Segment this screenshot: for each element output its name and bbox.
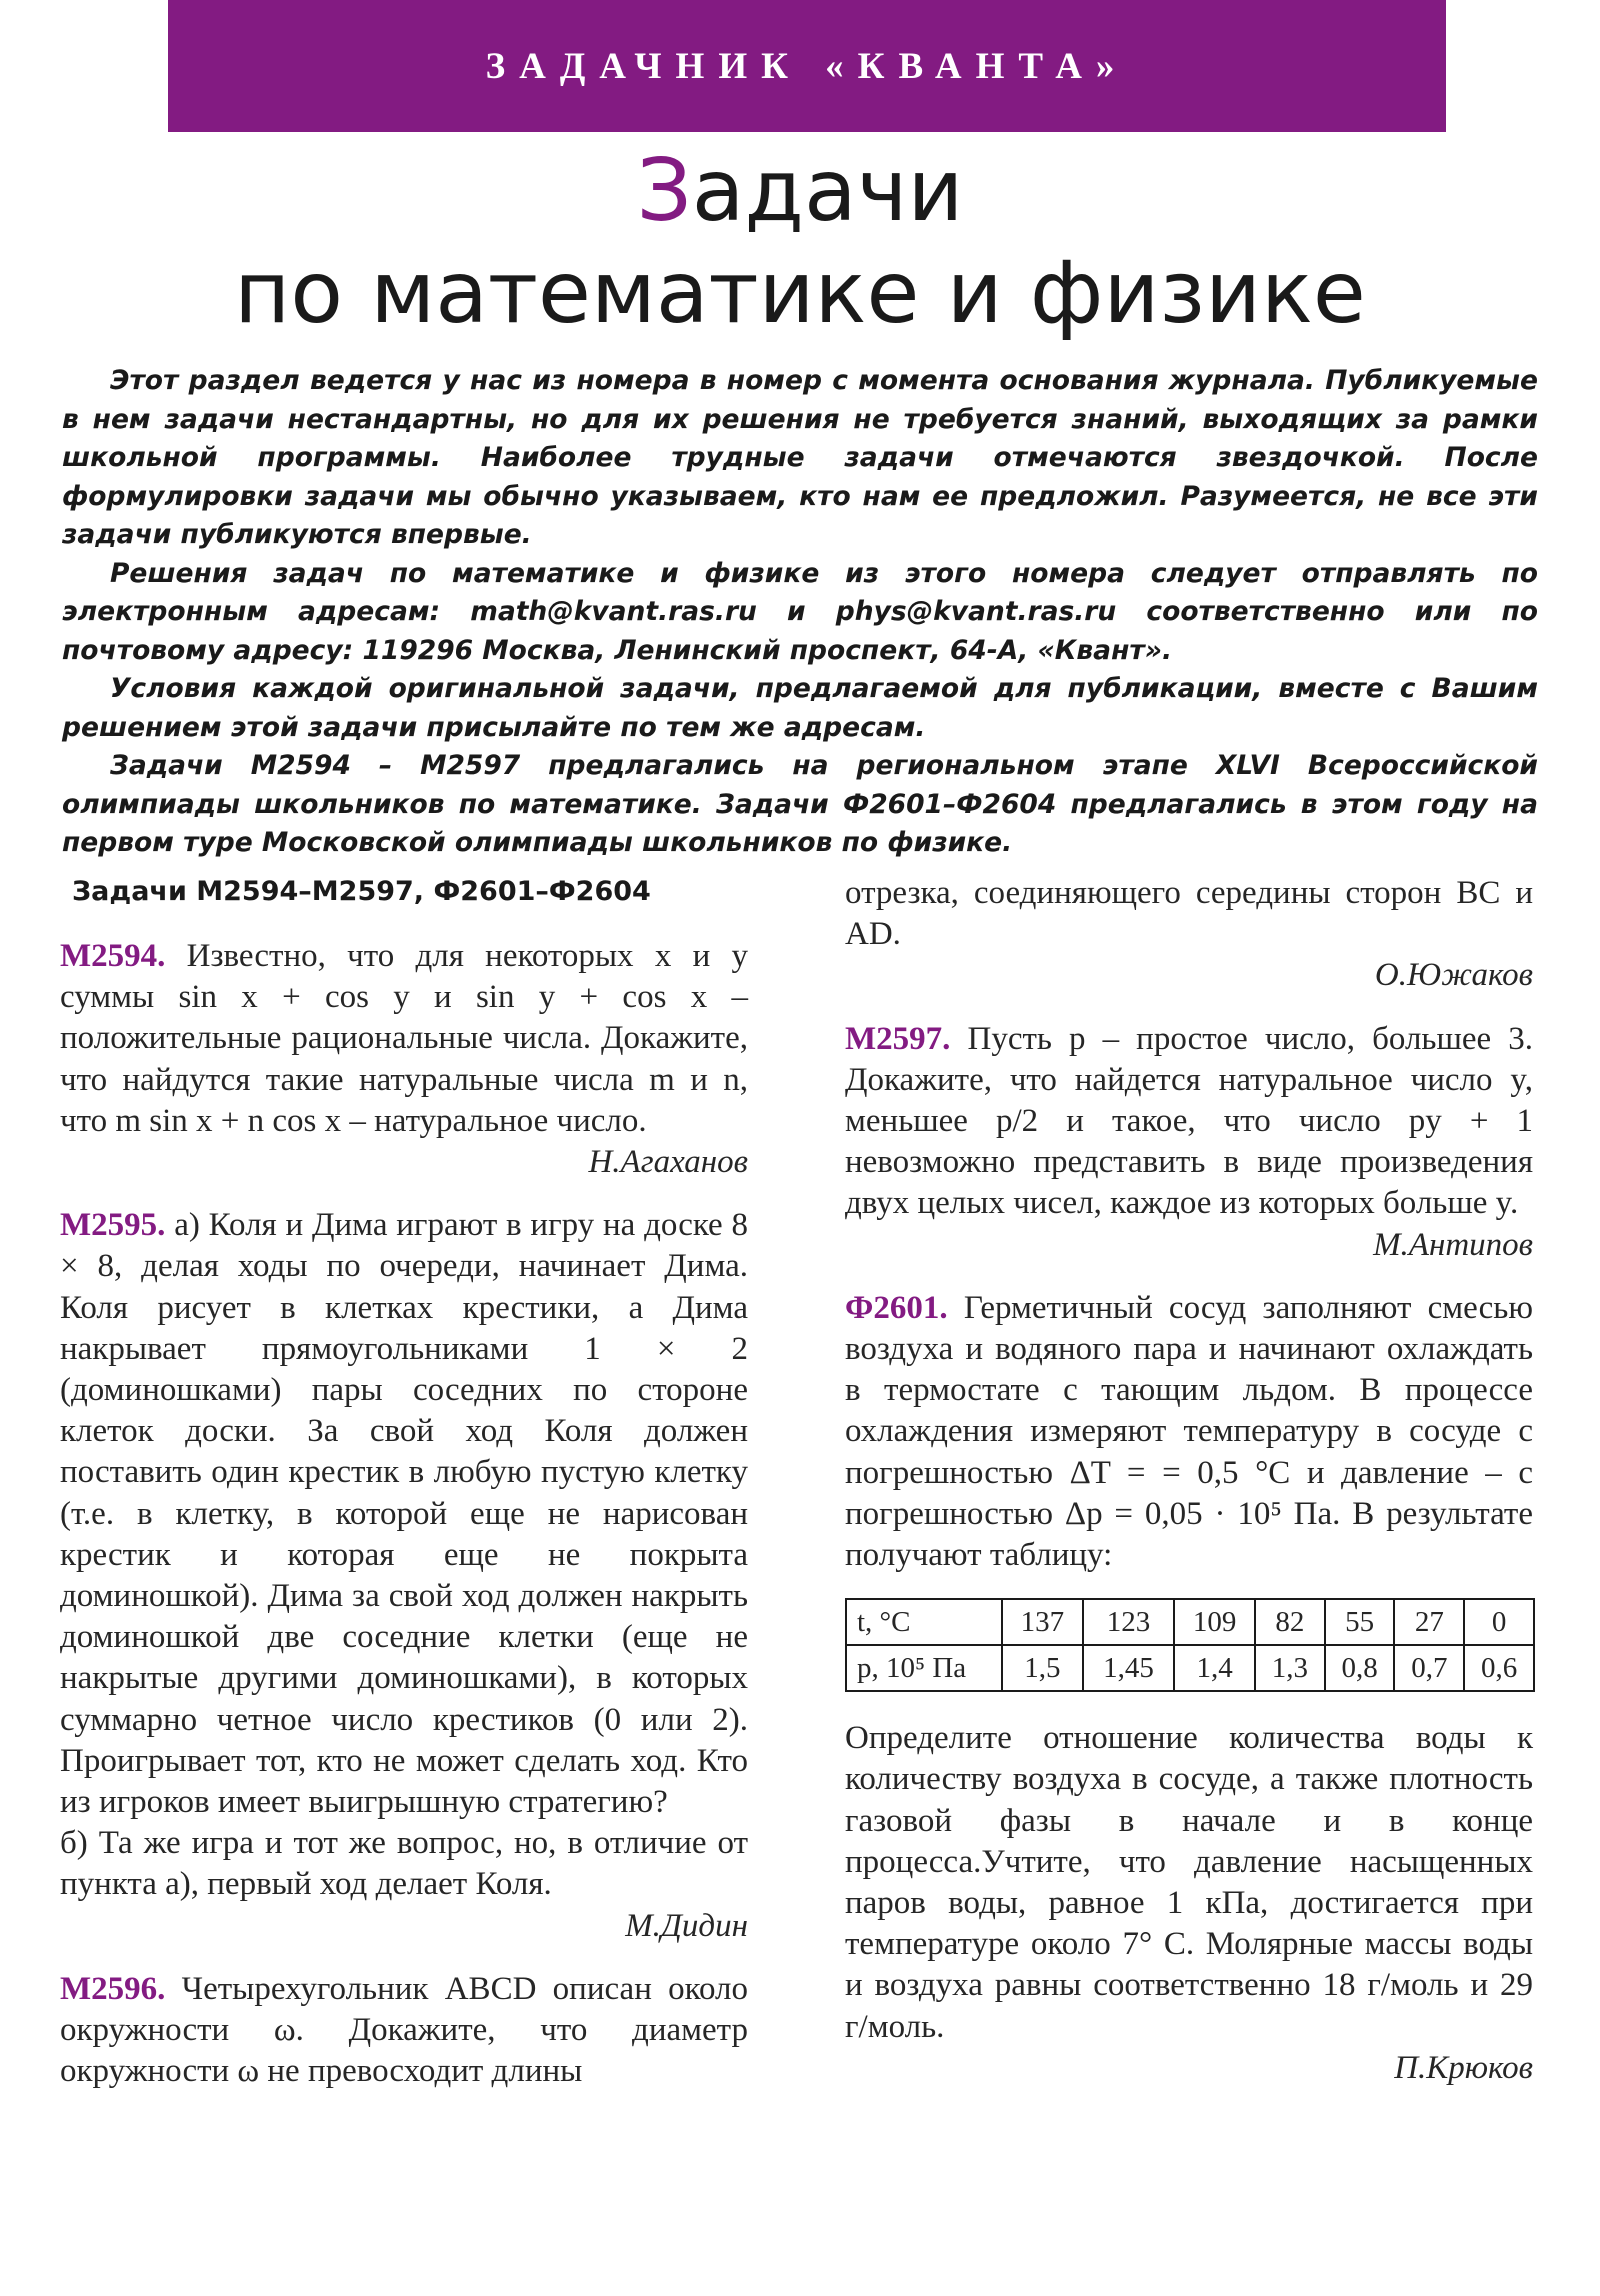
right-column	[845, 873, 1533, 2111]
problem-text: Известно, что для некоторых x и y суммы sin x + cos y и sin y + cos x – положительные рациональные числа. Докажите, что найдутся такие натуральные числа m и n, что m sin x + n cos x – натуральное число.	[60, 938, 748, 1139]
problem-author: М.Антипов	[1373, 1226, 1533, 1263]
section-heading: Задачи М2594–М2597, Ф2601–Ф2604	[72, 876, 651, 907]
measurement-table	[845, 1598, 1535, 1692]
problem-text-a: а) Коля и Дима играют в игру на доске 8 × 8, делая ходы по очереди, начинает Дима. Коля рисует в клетках крестики, а Дима накрывает прямоугольниками 1 × 2 (доминошками) пары соседних по стороне клеток доски. За свой ход Коля должен поставить один крестик в любую пустую клетку (т.е. в клетку, в которой еще не нарисован крестик и которая еще не покрыта доминошкой). Дима за свой ход должен накрыть доминошкой две соседние клетки (еще не накрытые другими доминошками), в которых суммарно четное число крестиков (0 или 2). Проигрывает тот, кто не может сделать ход. Кто из игроков имеет выигрышную стратегию?	[60, 1207, 749, 1821]
table-cell: 137	[1002, 1599, 1083, 1645]
intro-paragraph: Задачи М2594 – М2597 предлагались на региональном этапе XLVI Всероссийской олимпиады школьников по математике. Задачи Ф2601–Ф2604 предлагались в этом году на первом туре Московской олимпиады школьников по физике.	[62, 750, 1538, 858]
problem-text: Пусть p – простое число, большее 3. Докажите, что найдется натуральное число y, меньшее p/2 и такое, что число py + 1 невозможно представить в виде произведения двух целых чисел, каждое из которых больше y.	[845, 1020, 1533, 1222]
table-cell: 0	[1464, 1599, 1534, 1645]
page-title	[0, 140, 1600, 344]
title-line2: по математике и физике	[234, 243, 1366, 343]
problem-id: М2597.	[845, 1020, 951, 1057]
problem-text: Четырехугольник ABCD описан около окружности ω. Докажите, что диаметр окружности ω не превосходит длины	[60, 1970, 748, 2090]
table-cell: 27	[1394, 1599, 1464, 1645]
table-cell: 0,7	[1394, 1645, 1464, 1691]
problem-m2596-part1	[60, 1969, 748, 2093]
intro-text	[62, 362, 1538, 863]
table-cell: 0,8	[1325, 1645, 1395, 1691]
problem-m2594	[60, 936, 748, 1183]
table-cell: 123	[1083, 1599, 1175, 1645]
table-cell: 1,4	[1174, 1645, 1255, 1691]
title-first-letter: З	[636, 141, 692, 241]
intro-paragraph: Этот раздел ведется у нас из номера в номер с момента основания журнала. Публикуемые в нем задачи нестандартны, но для их решения не требуется знаний, выходящих за рамки школьной программы. Наиболее трудные задачи отмечаются звездочкой. После формулировки задачи мы обычно указываем, кто нам ее предложил. Разумеется, не все эти задачи публикуются впервые.	[62, 365, 1538, 550]
problem-text-continued: отрезка, соединяющего середины сторон BC и AD.	[845, 875, 1533, 953]
table-cell: 1,5	[1002, 1645, 1083, 1691]
table-row-label: t, °C	[846, 1599, 1002, 1645]
problem-author: М.Дидин	[625, 1907, 748, 1944]
problem-id: Ф2601.	[845, 1289, 948, 1326]
problem-text: Герметичный сосуд заполняют смесью воздуха и водяного пара и начинают охлаждать в термостате с тающим льдом. В процессе охлаждения измеряют температуру в сосуде с погрешностью ΔT = = 0,5 °C и давление – с погрешностью Δp = 0,05 · 10⁵ Па. В результате получают таблицу:	[845, 1289, 1534, 1574]
problem-id: М2594.	[60, 938, 166, 974]
table-row-temperature	[846, 1599, 1534, 1645]
table-cell: 55	[1325, 1599, 1395, 1645]
problem-text-b: б) Та же игра и тот же вопрос, но, в отличие от пункта а), первый ход делает Коля.	[60, 1825, 748, 1903]
problem-author: Н.Агаханов	[588, 1144, 748, 1181]
section-banner: ЗАДАЧНИК «КВАНТА»	[168, 0, 1446, 132]
table-cell: 109	[1174, 1599, 1255, 1645]
table-row-pressure	[846, 1645, 1534, 1691]
table-cell: 0,6	[1464, 1645, 1534, 1691]
intro-paragraph: Условия каждой оригинальной задачи, предлагаемой для публикации, вместе с Вашим решением этой задачи присылайте по тем же адресам.	[62, 673, 1538, 743]
problem-id: М2595.	[60, 1207, 166, 1244]
title-line1-rest: адачи	[691, 141, 964, 241]
problem-m2596-part2	[845, 873, 1533, 997]
table-cell: 1,3	[1255, 1645, 1325, 1691]
problem-m2595	[60, 1205, 748, 1947]
problem-id: М2596.	[60, 1970, 166, 2007]
problem-m2597	[845, 1019, 1533, 1266]
table-row-label: p, 10⁵ Па	[846, 1645, 1002, 1691]
left-column	[60, 872, 748, 2114]
table-cell: 82	[1255, 1599, 1325, 1645]
intro-paragraph: Решения задач по математике и физике из этого номера следует отправлять по электронным адресам: math@kvant.ras.ru и phys@kvant.ras.ru соответственно или по почтовому адресу: 119296 Москва, Ленинский проспект, 64-А, «Квант».	[62, 557, 1538, 666]
table-cell: 1,45	[1083, 1645, 1175, 1691]
problem-author: П.Крюков	[1394, 2049, 1533, 2086]
problem-f2601	[845, 1288, 1533, 2089]
problem-text-after-table: Определите отношение количества воды к количеству воздуха в сосуде, а также плотность газовой фазы в начале и в конце процесса.Учтите, что давление насыщенных паров воды, равное 1 кПа, достигается при температуре около 7° С. Молярные массы воды и воздуха равны соответственно 18 г/моль и 29 г/моль.	[845, 1720, 1533, 2045]
problem-author: О.Южаков	[1374, 957, 1533, 994]
